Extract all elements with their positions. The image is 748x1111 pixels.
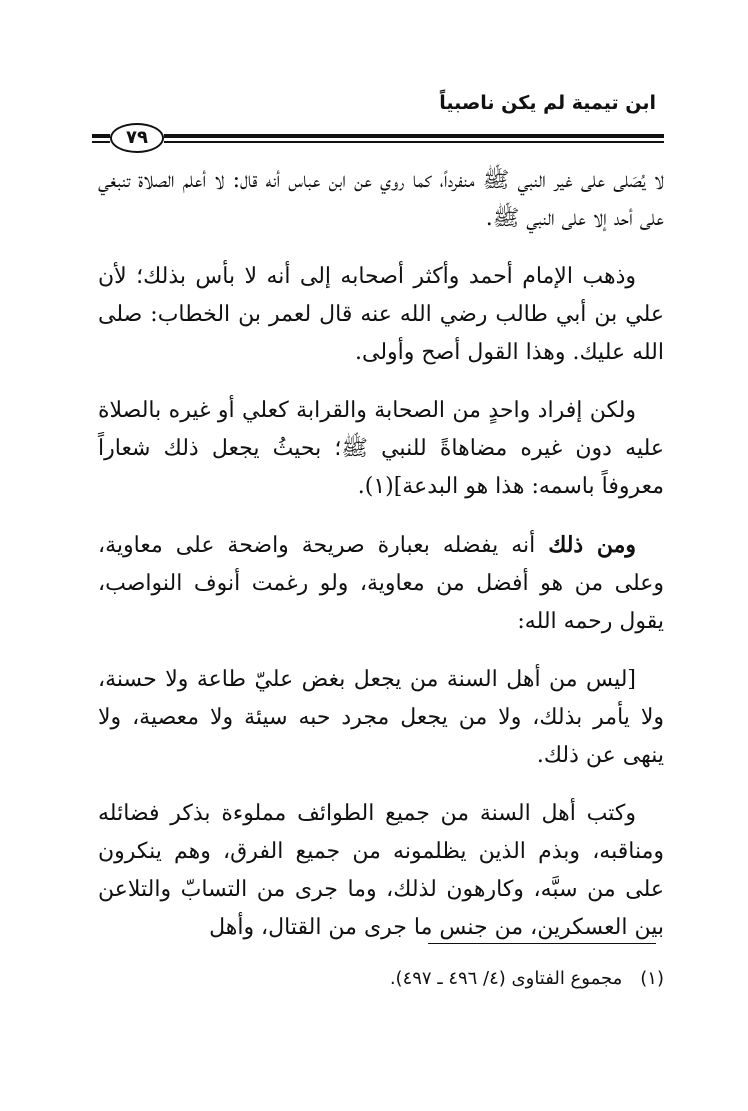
- paragraph-4-lead: ومن ذلك: [548, 532, 637, 558]
- footnote-rule: [428, 943, 656, 944]
- page-number-badge: [110, 123, 164, 153]
- page-number: ٧٩: [126, 127, 148, 148]
- footnote-marker: (١): [640, 968, 664, 989]
- header-rule-right: [164, 134, 664, 138]
- paragraph-6: وكتب أهل السنة من جميع الطوائف مملوءة بذكر فضائله ومناقبه، وبذم الذين يظلمونه من جميع الفرق، وهم ينكرون على من سبَّه، وكارهون لذلك، وما جرى من التسابّ والتلاعن بين العسكرين، من جنس ما جرى من القتال، وأهل: [98, 801, 664, 940]
- paragraph-1: لا يُصَلى على غير النبي ﷺ منفرداً، كما روي عن ابن عباس أنه قال: لا أعلم الصلاة تنبغي على أحد إلا على النبي ﷺ.: [98, 168, 664, 231]
- paragraph-2: وذهب الإمام أحمد وأكثر أصحابه إلى أنه لا بأس بذلك؛ لأن علي بن أبي طالب رضي الله عنه قال لعمر بن الخطاب: صلى الله عليك. وهذا القول أصح وأولى.: [98, 264, 664, 365]
- paragraph-4: [98, 526, 664, 641]
- footnote-text: مجموع الفتاوى (٤/ ٤٩٦ ـ ٤٩٧).: [389, 968, 623, 989]
- body-text: [98, 162, 664, 967]
- paragraph-3: ولكن إفراد واحدٍ من الصحابة والقرابة كعلي أو غيره بالصلاة عليه دون غيره مضاهاةً للنبي ﷺ؛ بحيثُ يجعل ذلك شعاراً معروفاً باسمه: هذا هو البدعة](١).: [98, 398, 664, 499]
- paragraph-5: [ليس من أهل السنة من يجعل بغض عليّ طاعة ولا حسنة، ولا يأمر بذلك، ولا من يجعل مجرد حبه سيئة ولا معصية، ولا ينهى عن ذلك.: [98, 667, 664, 768]
- running-title: ابن تيمية لم يكن ناصبياً: [439, 92, 656, 114]
- header-rule: [92, 123, 664, 157]
- paragraph-4-text: أنه يفضله بعبارة صريحة واضحة على معاوية، وعلى من هو أفضل من معاوية، ولو رغمت أنوف النواصب، يقول رحمه الله:: [98, 533, 664, 634]
- footnote: [390, 968, 664, 989]
- header-rule-left: [92, 134, 110, 138]
- header-rule-left-thin: [92, 141, 110, 143]
- header-rule-right-thin: [164, 141, 664, 143]
